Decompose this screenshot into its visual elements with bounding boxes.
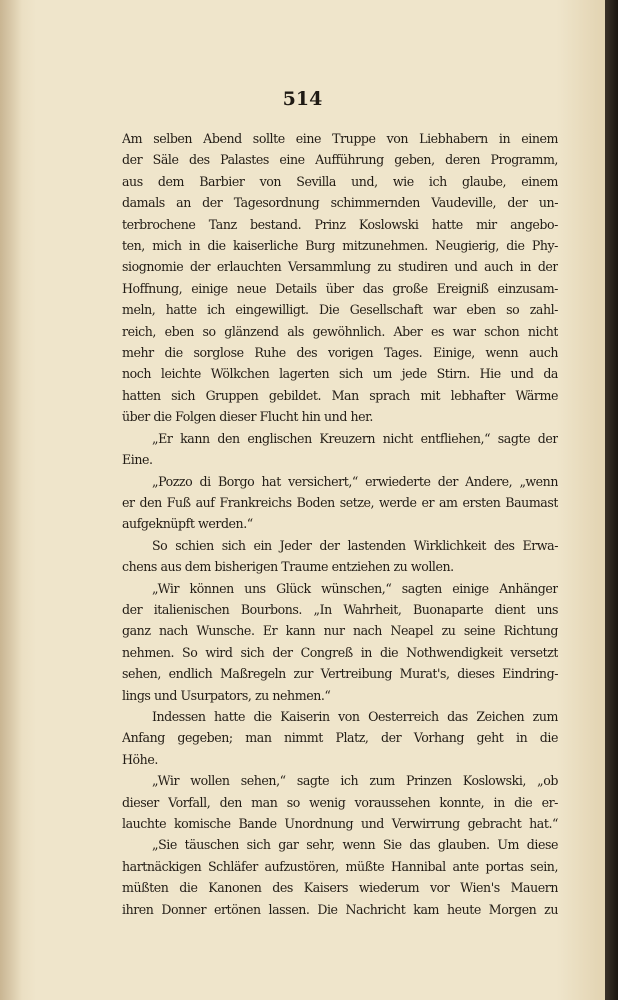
page-number: 514 [282,88,323,110]
text-line: „Sie täuschen sich gar sehr, wenn Sie das glauben. Um diese [152,837,558,853]
text-line: hartnäckigen Schläfer aufzustören, müßte Hannibal ante portas sein, [122,858,558,874]
text-line: ten, mich in die kaiserliche Burg mitzunehmen. Neugierig, die Phy- [122,238,558,254]
text-line: Am selben Abend sollte eine Truppe von Liebhabern in einem [122,131,558,146]
text-line: lings und Usurpators, zu nehmen.“ [122,687,331,703]
binding-shadow [0,0,22,1000]
text-line: So schien sich ein Jeder der lastenden Wirklichkeit des Erwa- [152,537,558,553]
text-line: sehen, endlich Maßregeln zur Vertreibung Murat's, dieses Eindring- [122,666,558,682]
text-line: „Wir wollen sehen,“ sagte ich zum Prinzen Koslowski, „ob [152,773,558,789]
text-line: terbrochene Tanz bestand. Prinz Koslowski hatte mir angebo- [122,216,558,232]
text-line: meln, hatte ich eingewilligt. Die Gesellschaft war eben so zahl- [122,302,558,318]
text-line: siognomie der erlauchten Versammlung zu studiren und auch in der [122,259,558,275]
text-line: damals an der Tagesordnung schimmernden Vaudeville, der un- [122,195,558,211]
text-line: aufgeknüpft werden.“ [122,516,253,532]
text-line: ihren Donner ertönen lassen. Die Nachricht kam heute Morgen zu [122,901,558,917]
text-line: Eine. [122,452,153,468]
text-line: nehmen. So wird sich der Congreß in die Nothwendigkeit versetzt [122,644,558,660]
text-line: Anfang gegeben; man nimmt Platz, der Vorhang geht in die [122,730,558,746]
text-line: Hoffnung, einige neue Details über das große Ereigniß einzusam- [122,280,558,296]
text-line: chens aus dem bisherigen Traume entziehen zu wollen. [122,559,454,575]
text-line: reich, eben so glänzend als gewöhnlich. Aber es war schon nicht [122,323,558,339]
body-text [122,128,558,920]
text-line: dieser Vorfall, den man so wenig voraussehen konnte, in die er- [122,794,558,810]
text-line: Indessen hatte die Kaiserin von Oesterreich das Zeichen zum [152,708,558,724]
text-line: lauchte komische Bande Unordnung und Verwirrung gebracht hat.“ [122,816,558,831]
text-line: hatten sich Gruppen gebildet. Man sprach mit lebhafter Wärme [122,387,558,403]
text-line: er den Fuß auf Frankreichs Boden setze, werde er am ersten Baumast [122,494,558,510]
text-line: müßten die Kanonen des Kaisers wiederum vor Wien's Mauern [122,880,558,896]
text-line: der Säle des Palastes eine Aufführung geben, deren Programm, [122,152,558,168]
text-line: mehr die sorglose Ruhe des vorigen Tages. Einige, wenn auch [122,345,558,361]
text-line: über die Folgen dieser Flucht hin und her. [122,409,373,425]
text-line: der italienischen Bourbons. „In Wahrheit, Buonaparte dient uns [122,601,558,617]
text-line: ganz nach Wunsche. Er kann nur nach Neapel zu seine Richtung [122,623,558,639]
text-line: Höhe. [122,751,158,767]
text-line: noch leichte Wölkchen lagerten sich um jede Stirn. Hie und da [122,366,558,382]
page-edge [605,0,618,1000]
text-line: aus dem Barbier von Sevilla und, wie ich glaube, einem [122,173,558,189]
text-line: „Pozzo di Borgo hat versichert,“ erwiederte der Andere, „wenn [152,473,558,489]
text-line: „Wir können uns Glück wünschen,“ sagten einige Anhänger [152,580,558,596]
text-line: „Er kann den englischen Kreuzern nicht entfliehen,“ sagte der [152,430,558,446]
